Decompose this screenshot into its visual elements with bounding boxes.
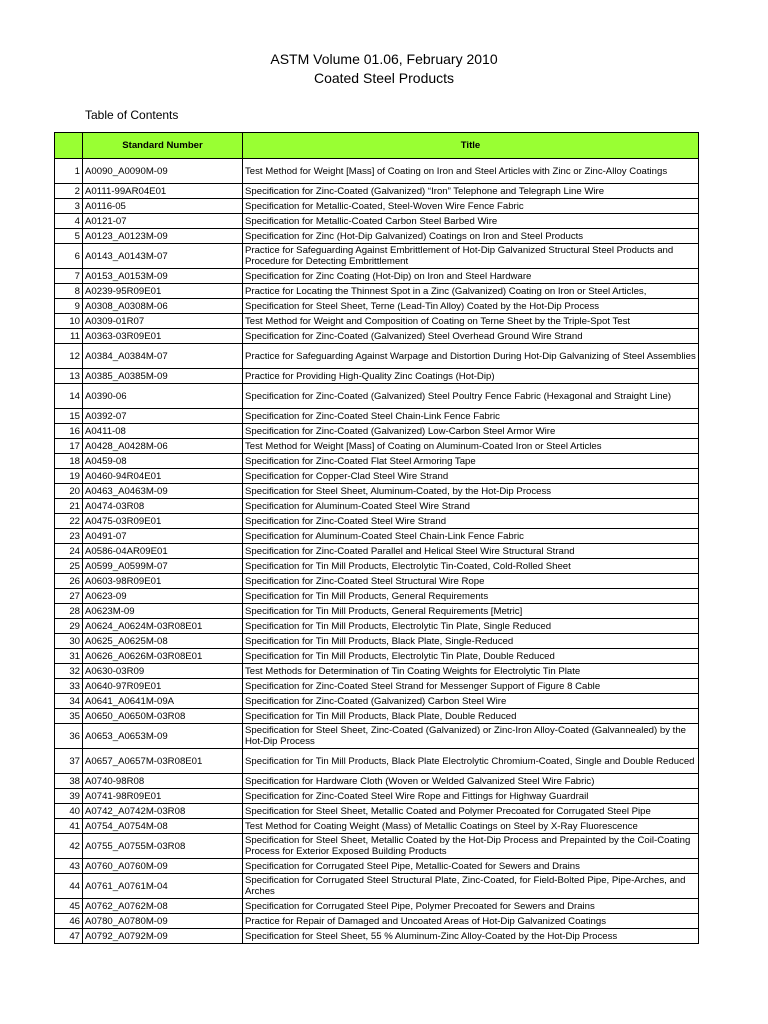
standard-number: A0463_A0463M-09 (83, 484, 243, 499)
standard-number: A0153_A0153M-09 (83, 269, 243, 284)
standard-number: A0625_A0625M-08 (83, 634, 243, 649)
row-number: 26 (55, 574, 83, 589)
standard-number: A0761_A0761M-04 (83, 874, 243, 899)
standard-number: A0239-95R09E01 (83, 284, 243, 299)
table-row (55, 424, 699, 439)
standard-number: A0742_A0742M-03R08 (83, 804, 243, 819)
row-number: 16 (55, 424, 83, 439)
standard-title: Test Method for Weight [Mass] of Coating on Aluminum-Coated Iron or Steel Articles (243, 439, 699, 454)
table-row (55, 314, 699, 329)
table-row (55, 454, 699, 469)
standard-number: A0586-04AR09E01 (83, 544, 243, 559)
standard-title: Specification for Zinc-Coated Steel Wire Strand (243, 514, 699, 529)
standard-title: Practice for Providing High-Quality Zinc Coatings (Hot-Dip) (243, 369, 699, 384)
standard-number: A0121-07 (83, 214, 243, 229)
standard-number: A0459-08 (83, 454, 243, 469)
standard-title: Specification for Tin Mill Products, Electrolytic Tin Plate, Double Reduced (243, 649, 699, 664)
table-row (55, 214, 699, 229)
standard-title: Specification for Aluminum-Coated Steel Chain-Link Fence Fabric (243, 529, 699, 544)
table-row (55, 804, 699, 819)
standard-number: A0754_A0754M-08 (83, 819, 243, 834)
standard-title: Test Method for Weight [Mass] of Coating on Iron and Steel Articles with Zinc or Zinc-Alloy Coatings (243, 159, 699, 184)
table-row (55, 619, 699, 634)
standard-title: Specification for Steel Sheet, Aluminum-Coated, by the Hot-Dip Process (243, 484, 699, 499)
table-row (55, 469, 699, 484)
standard-title: Practice for Safeguarding Against Warpage and Distortion During Hot-Dip Galvanizing of Steel Assemblies (243, 344, 699, 369)
standard-number: A0390-06 (83, 384, 243, 409)
row-number: 14 (55, 384, 83, 409)
document-title-block (0, 50, 768, 88)
standard-title: Specification for Corrugated Steel Pipe, Polymer Precoated for Sewers and Drains (243, 899, 699, 914)
row-number: 35 (55, 709, 83, 724)
row-number: 10 (55, 314, 83, 329)
standard-title: Specification for Corrugated Steel Pipe, Metallic-Coated for Sewers and Drains (243, 859, 699, 874)
document-title: ASTM Volume 01.06, February 2010 (270, 51, 498, 67)
row-number: 33 (55, 679, 83, 694)
standard-title: Specification for Zinc-Coated (Galvanized) Carbon Steel Wire (243, 694, 699, 709)
standard-number: A0792_A0792M-09 (83, 929, 243, 944)
standard-number: A0755_A0755M-03R08 (83, 834, 243, 859)
standard-title: Specification for Tin Mill Products, Black Plate, Single-Reduced (243, 634, 699, 649)
row-number: 47 (55, 929, 83, 944)
row-number: 8 (55, 284, 83, 299)
row-number: 37 (55, 749, 83, 774)
document-subtitle: Coated Steel Products (313, 70, 455, 86)
row-number: 36 (55, 724, 83, 749)
row-number: 20 (55, 484, 83, 499)
table-row (55, 774, 699, 789)
row-number: 3 (55, 199, 83, 214)
standard-number: A0623-09 (83, 589, 243, 604)
row-number: 24 (55, 544, 83, 559)
table-row (55, 724, 699, 749)
row-number: 40 (55, 804, 83, 819)
table-row (55, 574, 699, 589)
standard-title: Specification for Steel Sheet, Terne (Lead-Tin Alloy) Coated by the Hot-Dip Process (243, 299, 699, 314)
standard-number: A0111-99AR04E01 (83, 184, 243, 199)
row-number: 22 (55, 514, 83, 529)
standard-number: A0741-98R09E01 (83, 789, 243, 804)
standard-title: Specification for Steel Sheet, Metallic Coated by the Hot-Dip Process and Prepainted by the Coil-Coating Process for Exterior Exposed Building Products (243, 834, 699, 859)
standard-number: A0475-03R09E01 (83, 514, 243, 529)
table-row (55, 789, 699, 804)
standard-title: Specification for Copper-Clad Steel Wire Strand (243, 469, 699, 484)
row-number: 29 (55, 619, 83, 634)
row-number: 12 (55, 344, 83, 369)
standard-number: A0116-05 (83, 199, 243, 214)
standard-title: Test Methods for Determination of Tin Coating Weights for Electrolytic Tin Plate (243, 664, 699, 679)
row-number: 39 (55, 789, 83, 804)
standard-number: A0392-07 (83, 409, 243, 424)
table-row (55, 664, 699, 679)
standard-number: A0090_A0090M-09 (83, 159, 243, 184)
standard-title: Test Method for Coating Weight (Mass) of Metallic Coatings on Steel by X-Ray Fluorescence (243, 819, 699, 834)
standard-number: A0599_A0599M-07 (83, 559, 243, 574)
standard-title: Test Method for Weight and Composition of Coating on Terne Sheet by the Triple-Spot Test (243, 314, 699, 329)
table-row (55, 914, 699, 929)
row-number: 17 (55, 439, 83, 454)
table-row (55, 899, 699, 914)
table-row (55, 679, 699, 694)
standard-number: A0143_A0143M-07 (83, 244, 243, 269)
table-row (55, 604, 699, 619)
standard-number: A0309-01R07 (83, 314, 243, 329)
table-row (55, 859, 699, 874)
standard-number: A0641_A0641M-09A (83, 694, 243, 709)
table-row (55, 514, 699, 529)
standard-title: Specification for Metallic-Coated, Steel-Woven Wire Fence Fabric (243, 199, 699, 214)
standard-number: A0653_A0653M-09 (83, 724, 243, 749)
standard-number: A0762_A0762M-08 (83, 899, 243, 914)
table-row (55, 709, 699, 724)
row-number: 4 (55, 214, 83, 229)
row-number: 5 (55, 229, 83, 244)
table-row (55, 184, 699, 199)
standard-title: Specification for Tin Mill Products, General Requirements (243, 589, 699, 604)
table-row (55, 649, 699, 664)
table-row (55, 269, 699, 284)
toc-header-row (55, 133, 699, 159)
row-number: 32 (55, 664, 83, 679)
table-row (55, 929, 699, 944)
row-number: 19 (55, 469, 83, 484)
standard-title: Specification for Zinc-Coated Parallel and Helical Steel Wire Structural Strand (243, 544, 699, 559)
standard-title: Specification for Steel Sheet, Zinc-Coated (Galvanized) or Zinc-Iron Alloy-Coated (Galvannealed) by the Hot-Dip Process (243, 724, 699, 749)
table-row (55, 484, 699, 499)
table-row (55, 634, 699, 649)
row-number: 11 (55, 329, 83, 344)
table-row (55, 529, 699, 544)
table-row (55, 499, 699, 514)
table-row (55, 284, 699, 299)
standard-title: Specification for Tin Mill Products, Electrolytic Tin Plate, Single Reduced (243, 619, 699, 634)
table-row (55, 589, 699, 604)
standard-title: Specification for Metallic-Coated Carbon Steel Barbed Wire (243, 214, 699, 229)
standard-title: Practice for Locating the Thinnest Spot in a Zinc (Galvanized) Coating on Iron or Steel Articles, (243, 284, 699, 299)
standard-number: A0411-08 (83, 424, 243, 439)
row-number: 6 (55, 244, 83, 269)
table-row (55, 244, 699, 269)
row-number: 41 (55, 819, 83, 834)
row-number: 13 (55, 369, 83, 384)
standard-title: Specification for Tin Mill Products, Black Plate Electrolytic Chromium-Coated, Single and Double Reduced (243, 749, 699, 774)
header-number (55, 133, 83, 159)
row-number: 15 (55, 409, 83, 424)
row-number: 23 (55, 529, 83, 544)
standard-number: A0363-03R09E01 (83, 329, 243, 344)
standard-number: A0123_A0123M-09 (83, 229, 243, 244)
standard-number: A0385_A0385M-09 (83, 369, 243, 384)
standard-title: Specification for Zinc-Coated Steel Chain-Link Fence Fabric (243, 409, 699, 424)
standard-title: Practice for Safeguarding Against Embrittlement of Hot-Dip Galvanized Structural Steel Products and Procedure for Detecting Embrittlement (243, 244, 699, 269)
row-number: 28 (55, 604, 83, 619)
standard-number: A0780_A0780M-09 (83, 914, 243, 929)
standard-title: Specification for Zinc-Coated Steel Wire Rope and Fittings for Highway Guardrail (243, 789, 699, 804)
row-number: 27 (55, 589, 83, 604)
table-row (55, 159, 699, 184)
table-row (55, 559, 699, 574)
standard-number: A0760_A0760M-09 (83, 859, 243, 874)
standard-number: A0603-98R09E01 (83, 574, 243, 589)
standard-title: Specification for Zinc (Hot-Dip Galvanized) Coatings on Iron and Steel Products (243, 229, 699, 244)
standard-number: A0623M-09 (83, 604, 243, 619)
standard-number: A0428_A0428M-06 (83, 439, 243, 454)
standard-title: Specification for Zinc-Coated Steel Structural Wire Rope (243, 574, 699, 589)
table-row (55, 544, 699, 559)
standard-title: Specification for Steel Sheet, 55 % Aluminum-Zinc Alloy-Coated by the Hot-Dip Process (243, 929, 699, 944)
row-number: 42 (55, 834, 83, 859)
standard-number: A0460-94R04E01 (83, 469, 243, 484)
table-row (55, 834, 699, 859)
standard-title: Specification for Zinc-Coated Steel Strand for Messenger Support of Figure 8 Cable (243, 679, 699, 694)
standard-title: Specification for Zinc-Coated (Galvanized) Low-Carbon Steel Armor Wire (243, 424, 699, 439)
standard-title: Specification for Hardware Cloth (Woven or Welded Galvanized Steel Wire Fabric) (243, 774, 699, 789)
standard-number: A0308_A0308M-06 (83, 299, 243, 314)
standard-title: Specification for Steel Sheet, Metallic Coated and Polymer Precoated for Corrugated Steel Pipe (243, 804, 699, 819)
standard-number: A0640-97R09E01 (83, 679, 243, 694)
row-number: 9 (55, 299, 83, 314)
standard-title: Specification for Tin Mill Products, General Requirements [Metric] (243, 604, 699, 619)
standard-title: Specification for Aluminum-Coated Steel Wire Strand (243, 499, 699, 514)
standard-title: Specification for Zinc Coating (Hot-Dip) on Iron and Steel Hardware (243, 269, 699, 284)
row-number: 43 (55, 859, 83, 874)
row-number: 7 (55, 269, 83, 284)
standard-number: A0740-98R08 (83, 774, 243, 789)
table-row (55, 299, 699, 314)
standard-number: A0474-03R08 (83, 499, 243, 514)
standard-title: Specification for Zinc-Coated (Galvanized) Steel Overhead Ground Wire Strand (243, 329, 699, 344)
row-number: 25 (55, 559, 83, 574)
standard-title: Specification for Corrugated Steel Structural Plate, Zinc-Coated, for Field-Bolted Pipe, Pipe-Arches, and Arches (243, 874, 699, 899)
standard-number: A0650_A0650M-03R08 (83, 709, 243, 724)
row-number: 18 (55, 454, 83, 469)
standard-number: A0384_A0384M-07 (83, 344, 243, 369)
header-standard-number: Standard Number (83, 133, 243, 159)
row-number: 2 (55, 184, 83, 199)
row-number: 21 (55, 499, 83, 514)
table-row (55, 369, 699, 384)
table-row (55, 409, 699, 424)
standard-number: A0626_A0626M-03R08E01 (83, 649, 243, 664)
row-number: 34 (55, 694, 83, 709)
table-row (55, 344, 699, 369)
standard-title: Specification for Zinc-Coated Flat Steel Armoring Tape (243, 454, 699, 469)
standard-number: A0491-07 (83, 529, 243, 544)
table-row (55, 749, 699, 774)
standard-title: Specification for Zinc-Coated (Galvanized) Steel Poultry Fence Fabric (Hexagonal and Straight Line) (243, 384, 699, 409)
table-row (55, 229, 699, 244)
table-row (55, 439, 699, 454)
toc-body (55, 159, 699, 944)
toc-table (54, 132, 699, 944)
row-number: 45 (55, 899, 83, 914)
toc-heading: Table of Contents (85, 108, 179, 122)
table-row (55, 384, 699, 409)
row-number: 46 (55, 914, 83, 929)
standard-title: Practice for Repair of Damaged and Uncoated Areas of Hot-Dip Galvanized Coatings (243, 914, 699, 929)
standard-title: Specification for Tin Mill Products, Electrolytic Tin-Coated, Cold-Rolled Sheet (243, 559, 699, 574)
row-number: 44 (55, 874, 83, 899)
table-row (55, 199, 699, 214)
table-row (55, 819, 699, 834)
standard-number: A0657_A0657M-03R08E01 (83, 749, 243, 774)
table-row (55, 874, 699, 899)
row-number: 31 (55, 649, 83, 664)
table-row (55, 694, 699, 709)
standard-number: A0624_A0624M-03R08E01 (83, 619, 243, 634)
standard-title: Specification for Zinc-Coated (Galvanized) “Iron” Telephone and Telegraph Line Wire (243, 184, 699, 199)
table-row (55, 329, 699, 344)
row-number: 1 (55, 159, 83, 184)
header-title: Title (243, 133, 699, 159)
row-number: 38 (55, 774, 83, 789)
standard-number: A0630-03R09 (83, 664, 243, 679)
row-number: 30 (55, 634, 83, 649)
standard-title: Specification for Tin Mill Products, Black Plate, Double Reduced (243, 709, 699, 724)
